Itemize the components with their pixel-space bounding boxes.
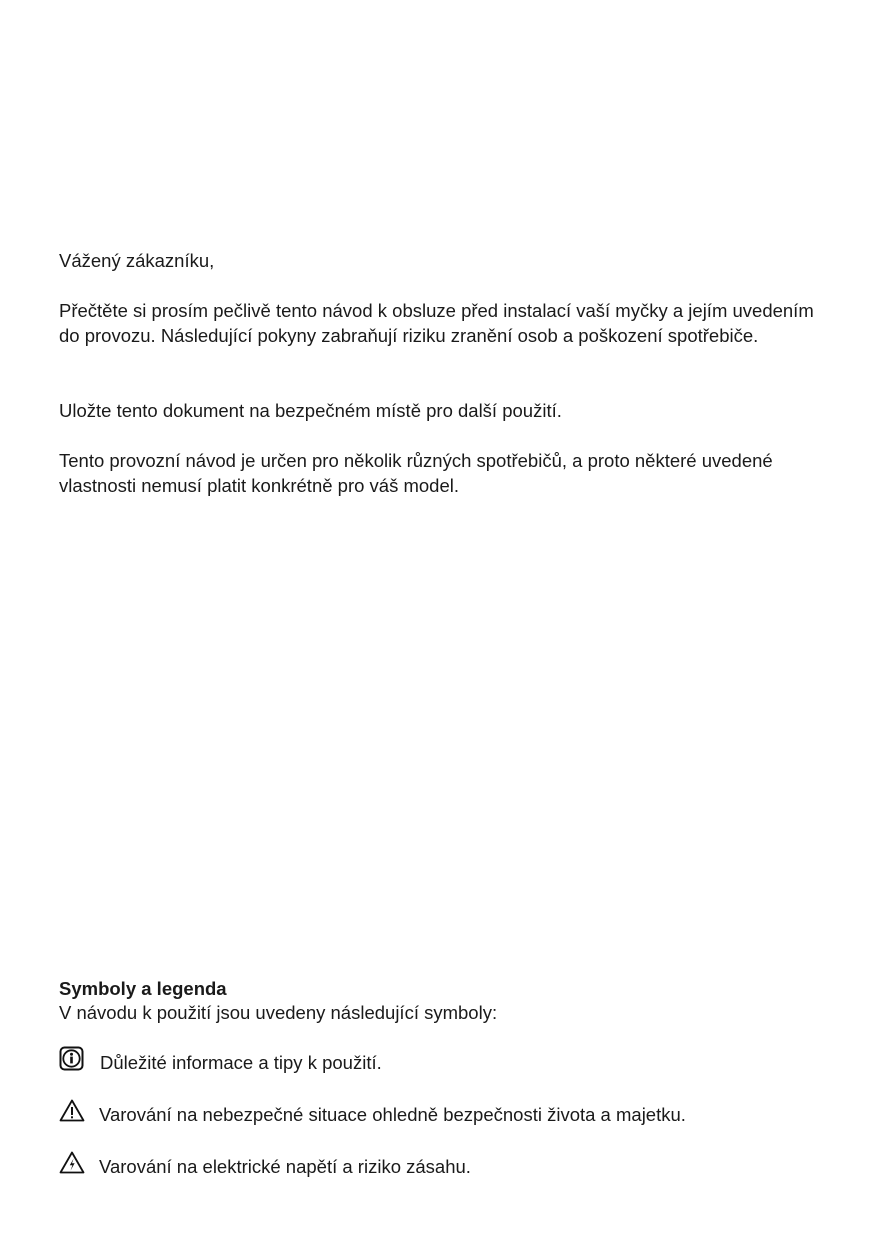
legend-item-warning: [59, 1098, 839, 1128]
intro-paragraph-storage: Uložte tento dokument na bezpečném místě pro další použití.: [59, 400, 562, 421]
legend-item-text: Varování na nebezpečné situace ohledně bezpečnosti života a majetku.: [99, 1104, 686, 1125]
legend-heading: Symboly a legenda: [59, 978, 227, 999]
legend-item-electric: [59, 1150, 839, 1180]
greeting: Vážený zákazníku,: [59, 250, 215, 271]
legend-item-text: Varování na elektrické napětí a riziko zásahu.: [99, 1156, 471, 1177]
legend-intro: V návodu k použití jsou uvedeny následující symboly:: [59, 1002, 498, 1023]
info-icon: [59, 1046, 85, 1072]
electric-warning-icon: [59, 1150, 85, 1176]
warning-triangle-icon: [59, 1098, 85, 1124]
intro-paragraph-models: Tento provozní návod je určen pro několik různých spotřebičů, a proto některé uvedené vlastnosti nemusí platit konkrétně pro váš model.: [59, 450, 773, 496]
legend-item-info: [59, 1046, 839, 1076]
intro-paragraph-reading: Přečtěte si prosím pečlivě tento návod k obsluze před instalací vaší myčky a jejím uvedením do provozu. Následující pokyny zabraňují riziku zranění osob a poškození spotřebiče.: [59, 300, 814, 346]
legend-item-text: Důležité informace a tipy k použití.: [100, 1052, 382, 1073]
